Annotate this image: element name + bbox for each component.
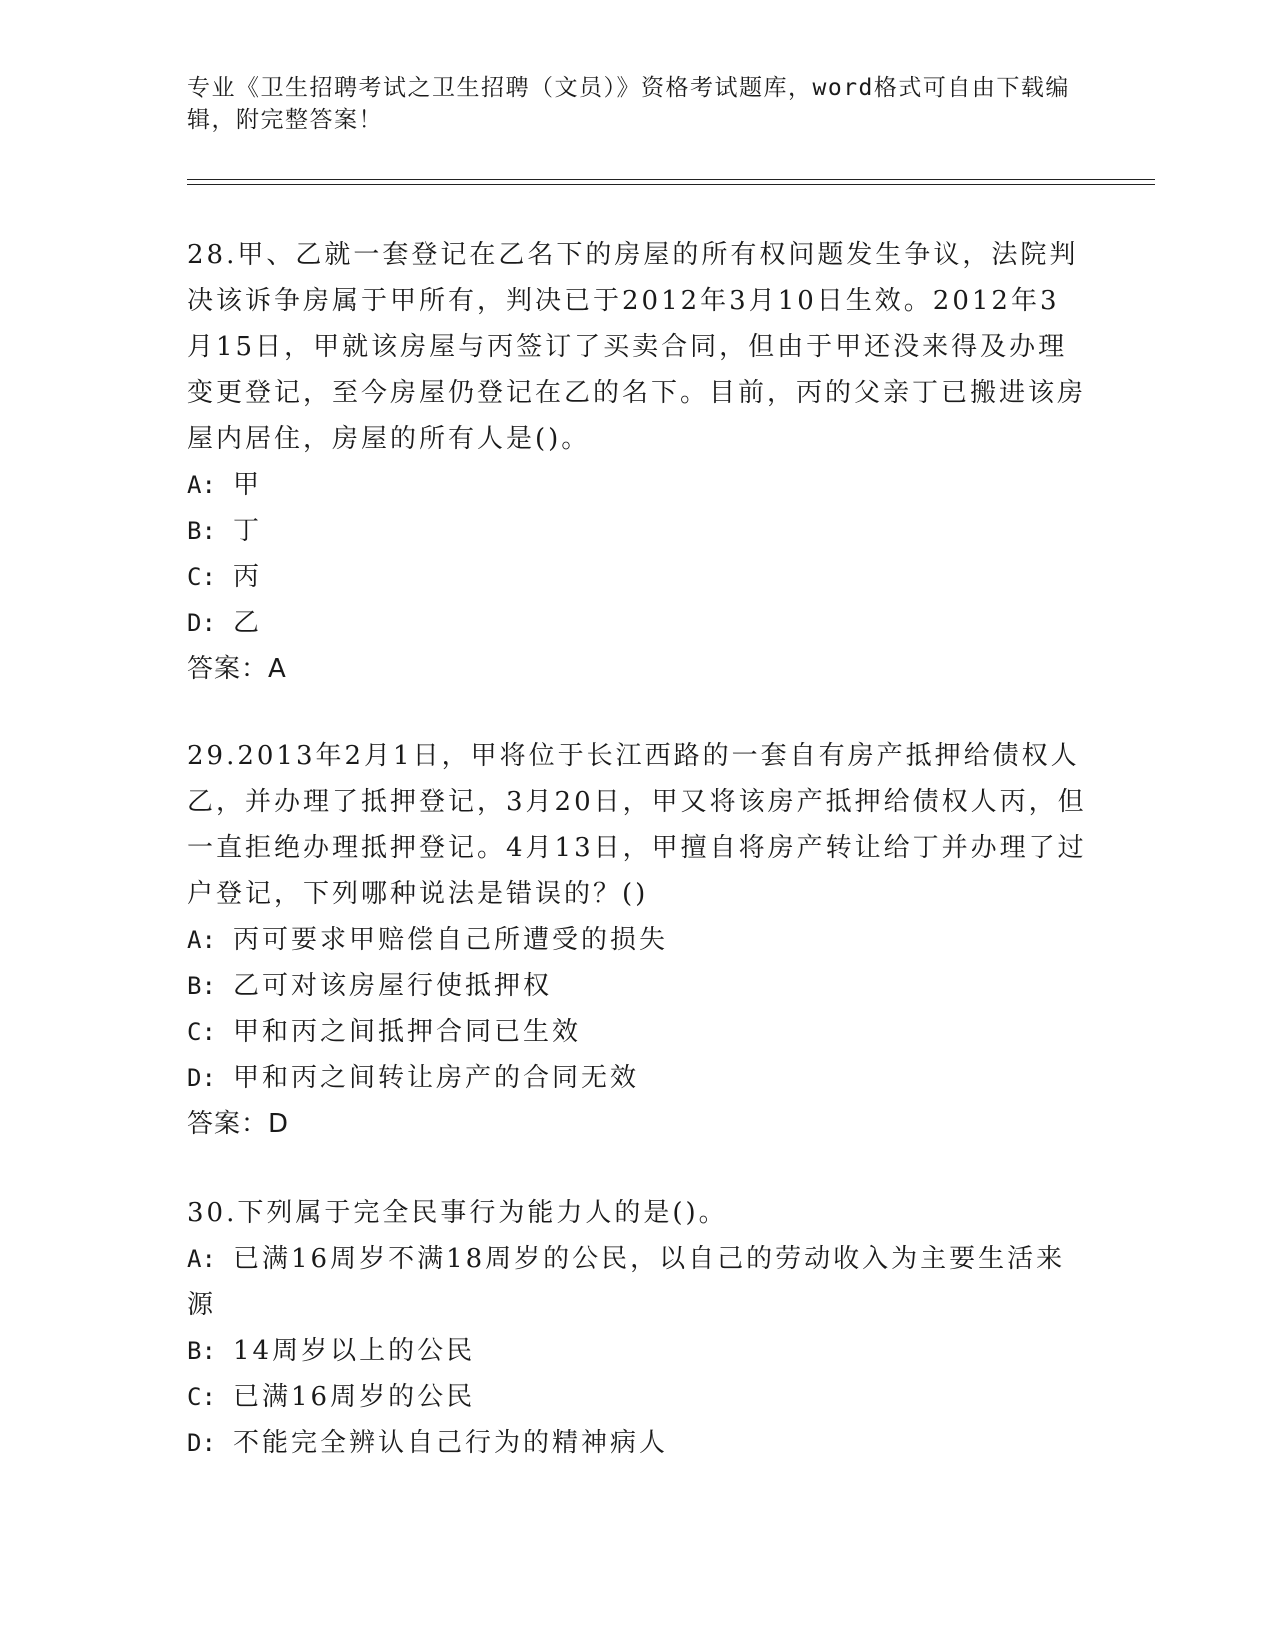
option-text: 甲和丙之间抵押合同已生效	[233, 1017, 582, 1047]
option-letter: C:	[187, 563, 216, 591]
option-letter: B:	[187, 517, 216, 545]
option-d	[187, 600, 1087, 646]
option-letter: B:	[187, 1337, 216, 1365]
option-a	[187, 462, 1087, 508]
question-30	[187, 1190, 1087, 1466]
option-text: 不能完全辨认自己行为的精神病人	[233, 1428, 669, 1458]
option-d	[187, 1055, 1087, 1101]
option-letter: D:	[187, 1064, 216, 1092]
header-divider-bottom	[187, 184, 1155, 185]
option-b	[187, 963, 1087, 1009]
option-text: 丁	[233, 516, 263, 546]
option-text: 丙	[233, 562, 263, 592]
header-divider-top	[187, 179, 1155, 180]
option-text: 已满16周岁的公民	[233, 1382, 476, 1412]
option-text: 乙	[233, 608, 263, 638]
option-b	[187, 1328, 1087, 1374]
question-stem: 30.下列属于完全民事行为能力人的是()。	[187, 1198, 728, 1228]
question-28	[187, 232, 1087, 692]
question-stem: 29.2013年2月1日，甲将位于长江西路的一套自有房产抵押给债权人乙，并办理了抵押登记，3月20日，甲又将该房产抵押给债权人丙，但一直拒绝办理抵押登记。4月13日，甲擅自将房产转让给丁并办理了过户登记，下列哪种说法是错误的？()	[187, 741, 1087, 909]
option-letter: A:	[187, 471, 216, 499]
option-letter: A:	[187, 926, 216, 954]
question-stem: 28.甲、乙就一套登记在乙名下的房屋的所有权问题发生争议，法院判决该诉争房属于甲所有，判决已于2012年3月10日生效。2012年3月15日，甲就该房屋与丙签订了买卖合同，但由于甲还没来得及办理变更登记，至今房屋仍登记在乙的名下。目前，丙的父亲丁已搬进该房屋内居住，房屋的所有人是()。	[187, 240, 1087, 454]
option-text: 已满16周岁不满18周岁的公民，以自己的劳动收入为主要生活来源	[187, 1244, 1066, 1320]
option-c	[187, 1374, 1087, 1420]
option-a	[187, 1236, 1087, 1328]
option-letter: D:	[187, 609, 216, 637]
answer-label: 答案：A	[187, 654, 287, 684]
option-text: 丙可要求甲赔偿自己所遭受的损失	[233, 925, 669, 955]
option-text: 乙可对该房屋行使抵押权	[233, 971, 553, 1001]
document-header: 专业《卫生招聘考试之卫生招聘（文员）》资格考试题库，word格式可自由下载编辑，附完整答案！	[187, 75, 1070, 133]
option-letter: C:	[187, 1018, 216, 1046]
option-c	[187, 1009, 1087, 1055]
option-text: 甲和丙之间转让房产的合同无效	[233, 1063, 640, 1093]
option-text: 甲	[233, 470, 263, 500]
option-text: 14周岁以上的公民	[233, 1336, 476, 1366]
option-b	[187, 508, 1087, 554]
answer-label: 答案：D	[187, 1109, 290, 1139]
option-letter: D:	[187, 1429, 216, 1457]
option-letter: A:	[187, 1245, 216, 1273]
option-c	[187, 554, 1087, 600]
option-d	[187, 1420, 1087, 1466]
option-letter: B:	[187, 972, 216, 1000]
option-a	[187, 917, 1087, 963]
question-29	[187, 733, 1087, 1147]
option-letter: C:	[187, 1383, 216, 1411]
